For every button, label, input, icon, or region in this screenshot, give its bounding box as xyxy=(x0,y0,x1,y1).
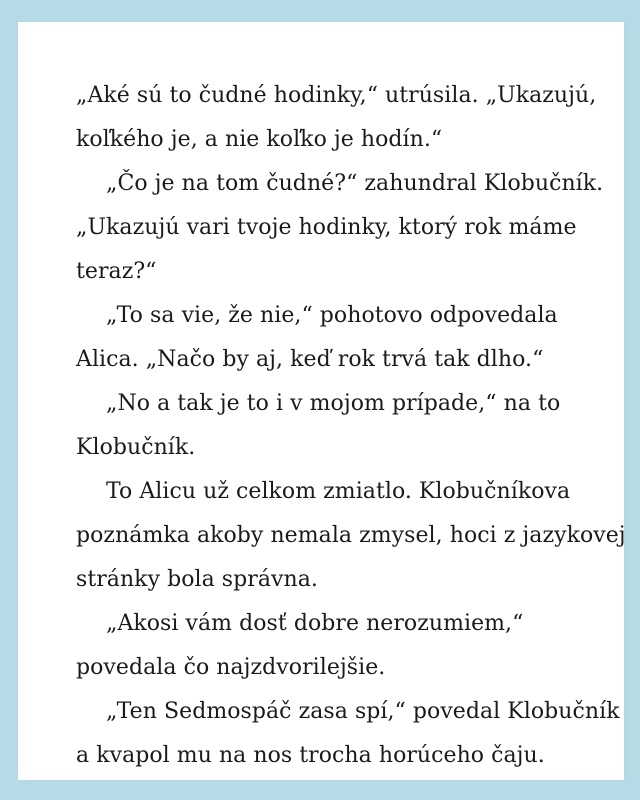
text-line: poznámka akoby nemala zmysel, hoci z jazykovej xyxy=(76,523,626,548)
text-line: Alica. „Načo by aj, keď rok trvá tak dlho.“ xyxy=(76,347,544,372)
text-line: koľkého je, a nie koľko je hodín.“ xyxy=(76,127,443,152)
text-line: To Alicu už celkom zmiatlo. Klobučníkova xyxy=(106,479,571,504)
text-line: „Čo je na tom čudné?“ zahundral Klobučník. xyxy=(106,171,604,196)
text-line: „Ten Sedmospáč zasa spí,“ povedal Klobučník xyxy=(106,699,620,724)
text-line: „Ukazujú vari tvoje hodinky, ktorý rok máme xyxy=(76,215,577,240)
text-line: povedala čo najzdvorilejšie. xyxy=(76,655,386,680)
text-line: a kvapol mu na nos trocha horúceho čaju. xyxy=(76,743,545,768)
page-text xyxy=(76,74,626,778)
text-line: teraz?“ xyxy=(76,259,157,284)
text-line: „Akosi vám dosť dobre nerozumiem,“ xyxy=(106,611,524,636)
text-line: „To sa vie, že nie,“ pohotovo odpovedala xyxy=(106,303,558,328)
text-line: „No a tak je to i v mojom prípade,“ na to xyxy=(106,391,561,416)
book-page xyxy=(18,22,624,780)
text-line: stránky bola správna. xyxy=(76,567,318,592)
text-line: Klobučník. xyxy=(76,435,196,460)
text-line: „Aké sú to čudné hodinky,“ utrúsila. „Ukazujú, xyxy=(76,83,597,108)
